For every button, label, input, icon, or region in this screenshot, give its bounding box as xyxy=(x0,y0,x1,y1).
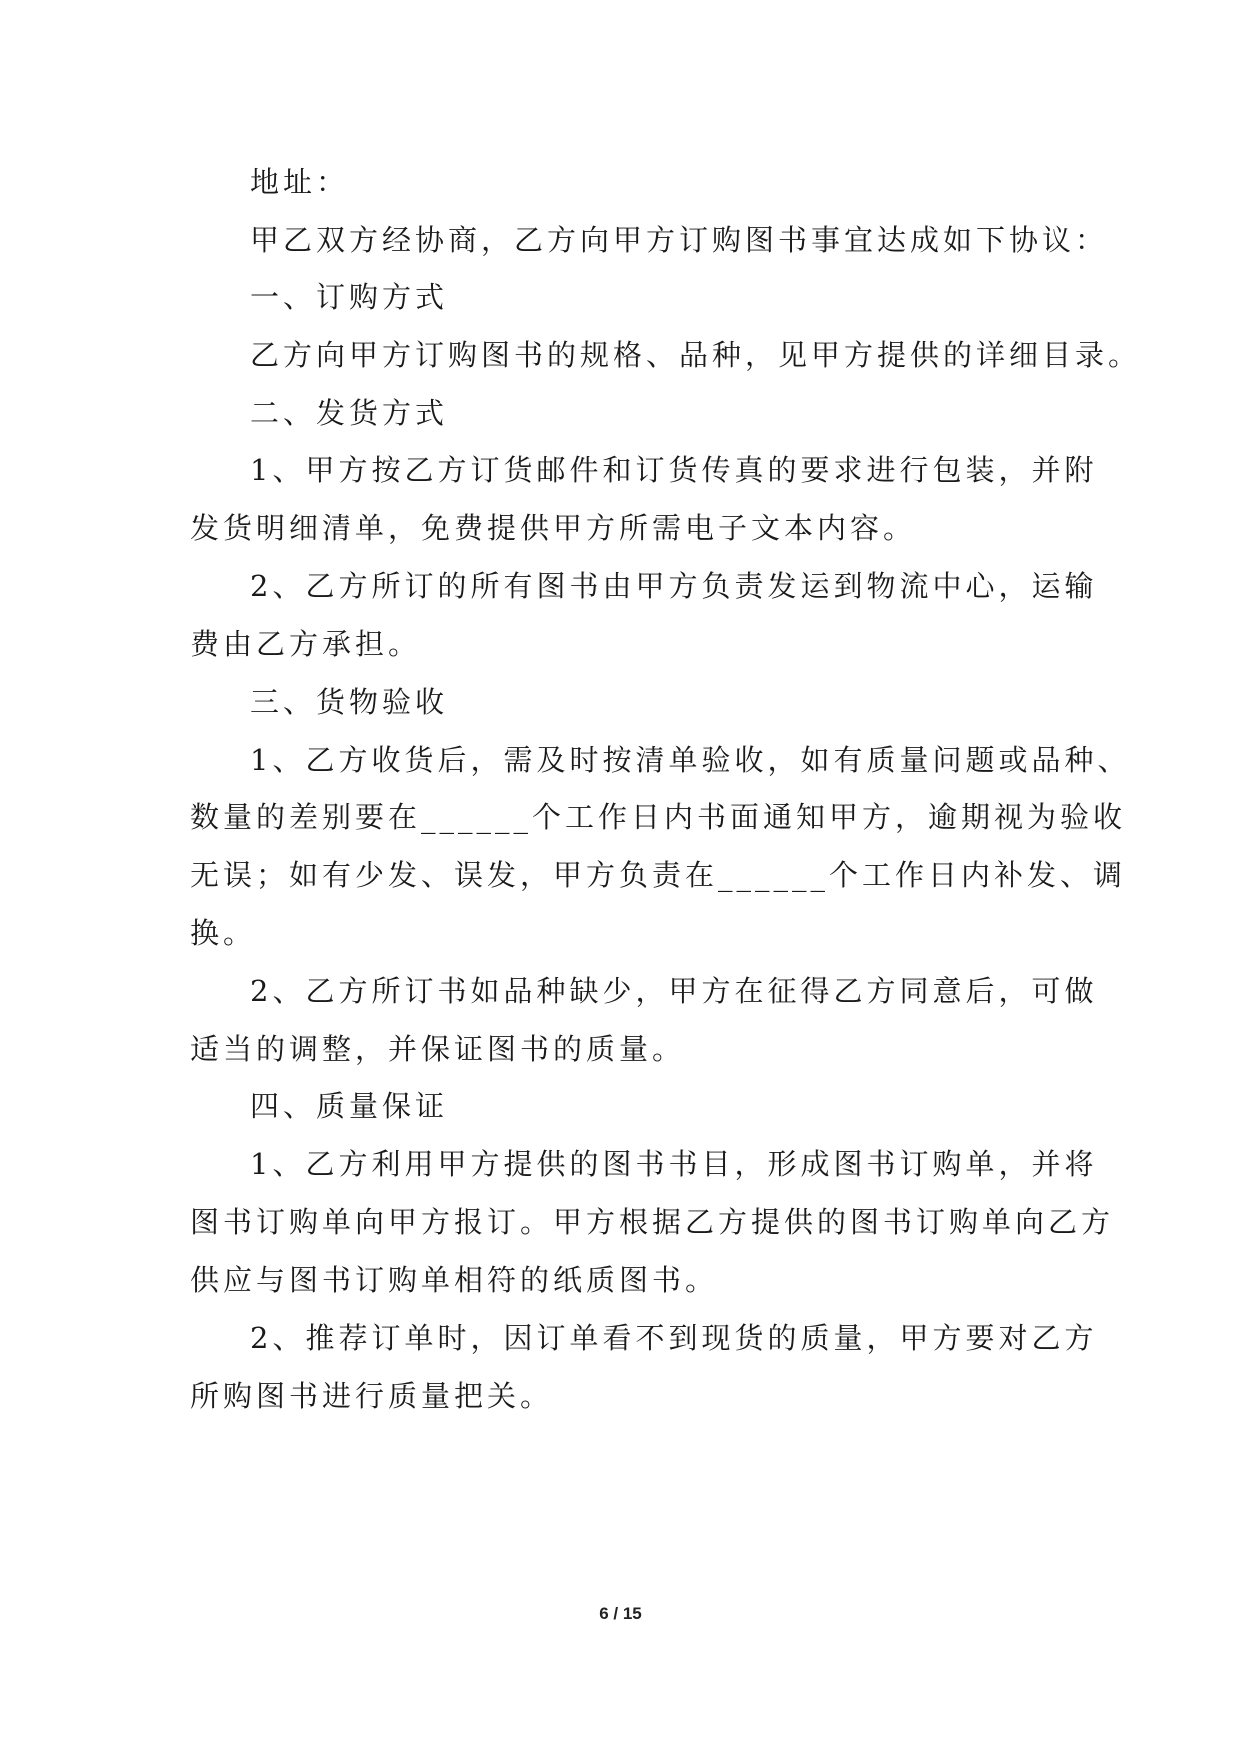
text-line: 适当的调整，并保证图书的质量。 xyxy=(190,1032,686,1066)
text-line: 1、甲方按乙方订货邮件和订货传真的要求进行包装，并附 xyxy=(250,453,1098,487)
text-line: 无误；如有少发、误发，甲方负责在______个工作日内补发、调 xyxy=(190,858,1127,892)
text-line: 2、推荐订单时，因订单看不到现货的质量，甲方要对乙方 xyxy=(250,1321,1098,1355)
page-number: 6 / 15 xyxy=(599,1604,642,1623)
text-line: 费由乙方承担。 xyxy=(190,627,422,661)
text-line: 发货明细清单，免费提供甲方所需电子文本内容。 xyxy=(190,511,917,545)
text-line: 1、乙方收货后，需及时按清单验收，如有质量问题或品种、 xyxy=(250,743,1131,777)
text-line: 图书订购单向甲方报订。甲方根据乙方提供的图书订购单向乙方 xyxy=(190,1205,1115,1239)
text-line: 地址： xyxy=(250,165,350,199)
text-line: 供应与图书订购单相符的纸质图书。 xyxy=(190,1263,719,1297)
section-heading: 二、发货方式 xyxy=(250,396,449,430)
text-line: 乙方向甲方订购图书的规格、品种，见甲方提供的详细目录。 xyxy=(250,338,1142,372)
section-heading: 四、质量保证 xyxy=(250,1089,449,1123)
text-line: 2、乙方所订的所有图书由甲方负责发运到物流中心，运输 xyxy=(250,569,1098,603)
text-line: 甲乙双方经协商，乙方向甲方订购图书事宜达成如下协议： xyxy=(250,223,1109,257)
section-heading: 三、货物验收 xyxy=(250,685,449,719)
text-line: 2、乙方所订书如品种缺少，甲方在征得乙方同意后，可做 xyxy=(250,974,1098,1008)
section-heading: 一、订购方式 xyxy=(250,280,449,314)
text-line: 1、乙方利用甲方提供的图书书目，形成图书订购单，并将 xyxy=(250,1147,1098,1181)
text-line: 所购图书进行质量把关。 xyxy=(190,1379,554,1413)
text-line: 数量的差别要在______个工作日内书面通知甲方，逾期视为验收 xyxy=(190,800,1127,834)
text-line: 换。 xyxy=(190,916,257,950)
